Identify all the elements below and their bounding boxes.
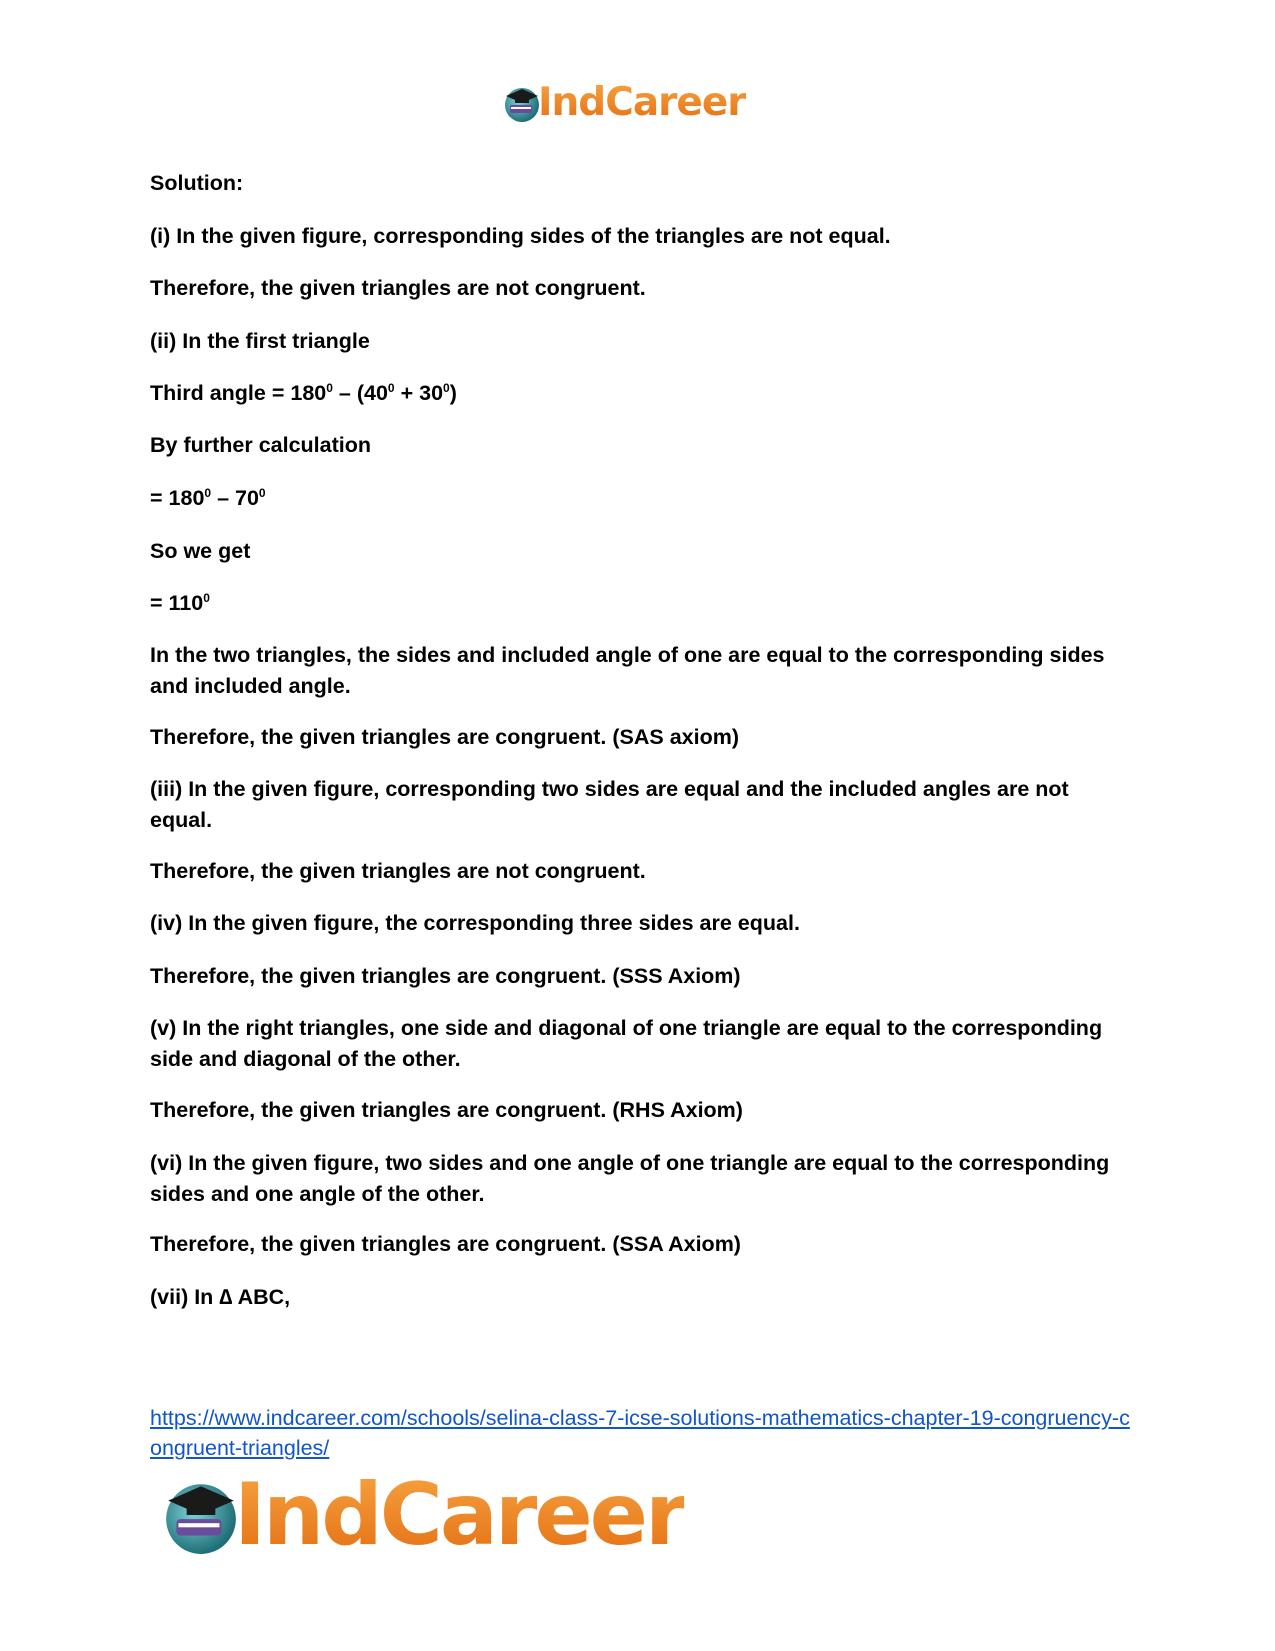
part-iii-conclusion: Therefore, the given triangles are not congruent.	[150, 859, 646, 883]
brand-wordmark: IndCareer	[538, 80, 746, 125]
graduation-cap-globe-book-icon	[160, 1474, 242, 1556]
part-v-conclusion: Therefore, the given triangles are congruent. (RHS Axiom)	[150, 1098, 743, 1122]
part-iii-statement: (iii) In the given figure, corresponding two sides are equal and the included angles are not equal.	[150, 777, 1069, 832]
further-calculation: By further calculation	[150, 433, 372, 457]
equation-part: = 110	[150, 591, 204, 615]
degree-mark: 0	[258, 485, 266, 500]
degree-mark: 0	[204, 485, 212, 500]
solution-heading: Solution:	[150, 171, 244, 195]
part-i-conclusion: Therefore, the given triangles are not congruent.	[150, 276, 646, 300]
part-vi-statement: (vi) In the given figure, two sides and one angle of one triangle are equal to the corresponding sides and one angle of the other.	[150, 1151, 1110, 1206]
part-ii-reasoning: In the two triangles, the sides and included angle of one are equal to the corresponding sides and included angle.	[150, 643, 1105, 698]
brand-wordmark: IndCareer	[234, 1465, 685, 1565]
degree-mark: 0	[387, 380, 395, 395]
equation-part: + 30	[394, 381, 444, 405]
so-we-get: So we get	[150, 539, 251, 563]
part-v-statement: (v) In the right triangles, one side and diagonal of one triangle are equal to the corresponding side and diagonal of the other.	[150, 1016, 1103, 1071]
part-vi-conclusion: Therefore, the given triangles are congruent. (SSA Axiom)	[150, 1232, 741, 1256]
part-ii-conclusion: Therefore, the given triangles are congruent. (SAS axiom)	[150, 725, 739, 749]
equation-part: )	[449, 381, 457, 405]
degree-mark: 0	[203, 590, 210, 605]
footer-logo	[160, 1465, 684, 1565]
calculation-step	[150, 483, 266, 514]
graduation-cap-globe-book-icon	[502, 83, 542, 123]
degree-mark: 0	[326, 380, 333, 395]
equation-part: – 70	[211, 486, 259, 510]
part-ii-statement: (ii) In the first triangle	[150, 329, 370, 353]
calculation-result	[150, 588, 210, 619]
source-link[interactable]: https://www.indcareer.com/schools/selina-class-7-icse-solutions-mathematics-chapter-19-congruency-congruent-triangles/	[150, 1406, 1130, 1460]
equation-part: Third angle = 180	[150, 381, 327, 405]
degree-mark: 0	[443, 380, 450, 395]
header-logo	[502, 80, 746, 125]
part-i-statement: (i) In the given figure, corresponding sides of the triangles are not equal.	[150, 224, 891, 248]
third-angle-equation	[150, 378, 457, 409]
part-iv-conclusion: Therefore, the given triangles are congruent. (SSS Axiom)	[150, 964, 741, 988]
equation-part: = 180	[150, 486, 205, 510]
part-iv-statement: (iv) In the given figure, the corresponding three sides are equal.	[150, 911, 800, 935]
part-vii-statement: (vii) In ∆ ABC,	[150, 1285, 291, 1309]
equation-part: – (40	[332, 381, 388, 405]
